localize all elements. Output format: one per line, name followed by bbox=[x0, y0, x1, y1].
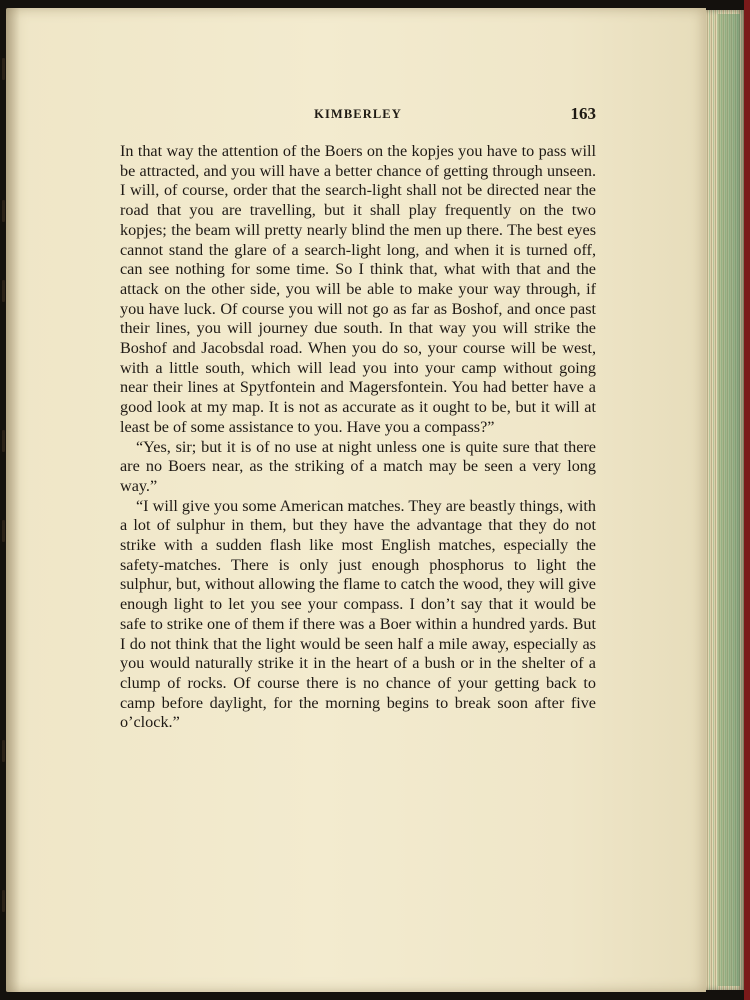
running-header bbox=[120, 104, 596, 128]
stitch-mark bbox=[2, 890, 5, 912]
gutter-shadow bbox=[6, 8, 20, 992]
stitch-mark bbox=[2, 200, 5, 222]
stitch-mark bbox=[2, 280, 5, 302]
book-cover-edge bbox=[744, 0, 750, 1000]
stitch-mark bbox=[2, 740, 5, 762]
paragraph: “I will give you some American matches. They are beastly things, with a lot of sulphur in them, but they have the advantage that they do not strike with a sudden flash like most English matches, especially the safety-matches. There is only just enough phosphorus to light the sulphur, but, without allowing the flame to catch the wood, they will give enough light to let you see your compass. I don’t say that it would be safe to strike one of them if there was a Boer within a hundred yards. But I do not think that the light would be seen half a mile away, especially as you would naturally strike it in the heart of a bush or in the shelter of a clump of rocks. Of course there is no chance of your getting back to camp before daylight, for the morning begins to break soon after five o’clock.” bbox=[120, 496, 596, 732]
paragraph: In that way the attention of the Boers on the kopjes you have to pass will be attracted, and you will have a better chance of getting through unseen. I will, of course, order that the search-light shall not be directed near the road that you are travelling, but it shall play frequently on the two kopjes; the beam will pretty nearly blind the men up there. The best eyes cannot stand the glare of a search-light long, and when it is turned off, can see nothing for some time. So I think that, what with that and the attack on the other side, you will be able to make your way through, if you have luck. Of course you will not go as far as Boshof, and once past their lines, you will journey due south. In that way you will strike the Boshof and Jacobsdal road. When you do so, your course will be west, with a little south, which will lead you into your camp without going near their lines at Spytfontein and Magersfontein. You had better have a good look at my map. It is not as accurate as it ought to be, but it will at least be of some assistance to you. Have you a compass?” bbox=[120, 142, 596, 436]
page-edge-tint bbox=[718, 14, 740, 986]
running-title: KIMBERLEY bbox=[314, 107, 402, 121]
stitch-mark bbox=[2, 520, 5, 542]
stitch-mark bbox=[2, 58, 5, 80]
body-text bbox=[120, 142, 596, 733]
stitch-mark bbox=[2, 430, 5, 452]
paragraph: “Yes, sir; but it is of no use at night unless one is quite sure that there are no Boers near, as the striking of a match may be seen a very long way.” bbox=[120, 437, 596, 495]
page-number: 163 bbox=[570, 104, 596, 123]
